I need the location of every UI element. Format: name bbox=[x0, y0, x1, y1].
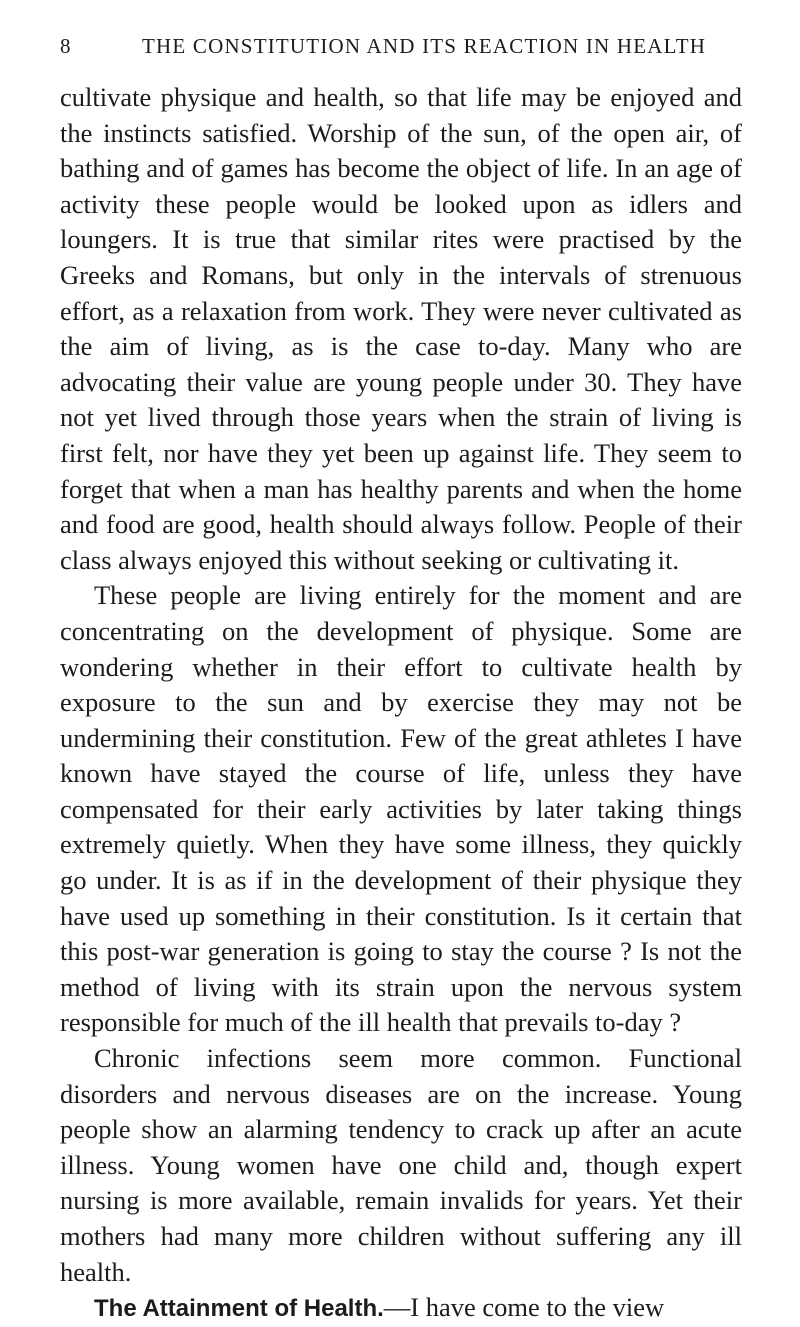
running-head bbox=[60, 34, 707, 64]
section-heading: The Attainment of Health. bbox=[94, 1295, 384, 1323]
page-number: 8 bbox=[60, 34, 72, 58]
section-text: —I have come to the view bbox=[383, 1292, 665, 1323]
body-text bbox=[60, 80, 742, 1327]
paragraph-physique: cultivate physique and health, so that life may be enjoyed and the instincts satisfied. Worship of the sun, of the open air, of bathing and of games has become the object of life. In an age of activity these people would be looked upon as idlers and loungers. It is true that similar rites were practised by the Greeks and Romans, but only in the intervals of strenuous effort, as a relaxation from work. They were never cultivated as the aim of living, as is the case to-day. Many who are advocating their value are young people under 30. They have not yet lived through those years when the strain of living is first felt, nor have they yet been up against life. They seem to forget that when a man has healthy parents and when the home and food are good, health should always follow. People of their class always enjoyed this without seeking or cultivating it. bbox=[60, 82, 742, 575]
paragraph-living-for-moment: These people are living entirely for the moment and are concentrating on the development of physique. Some are wondering whether in their effort to cultivate health by exposure to the sun and by exercise they may not be undermining their constitution. Few of the great athletes I have known have stayed the course of life, unless they have compensated for their early activities by later taking things extremely quietly. When they have some illness, they quickly go under. It is as if in the development of their physique they have used up something in their constitution. Is it certain that this post-war generation is going to stay the course ? Is not the method of living with its strain upon the nervous system responsible for much of the ill health that prevails to-day ? bbox=[60, 580, 742, 1038]
paragraph-chronic-infections: Chronic infections seem more common. Functional disorders and nervous diseases are on the increase. Young people show an alarming tendency to crack up after an acute illness. Young women have one child and, though expert nursing is more available, remain invalids for years. Yet their mothers had many more children without suffering any ill health. bbox=[60, 1043, 742, 1287]
paragraph-attainment-of-health bbox=[60, 1290, 742, 1327]
running-title: THE CONSTITUTION AND ITS REACTION IN HEALTH bbox=[142, 34, 707, 58]
